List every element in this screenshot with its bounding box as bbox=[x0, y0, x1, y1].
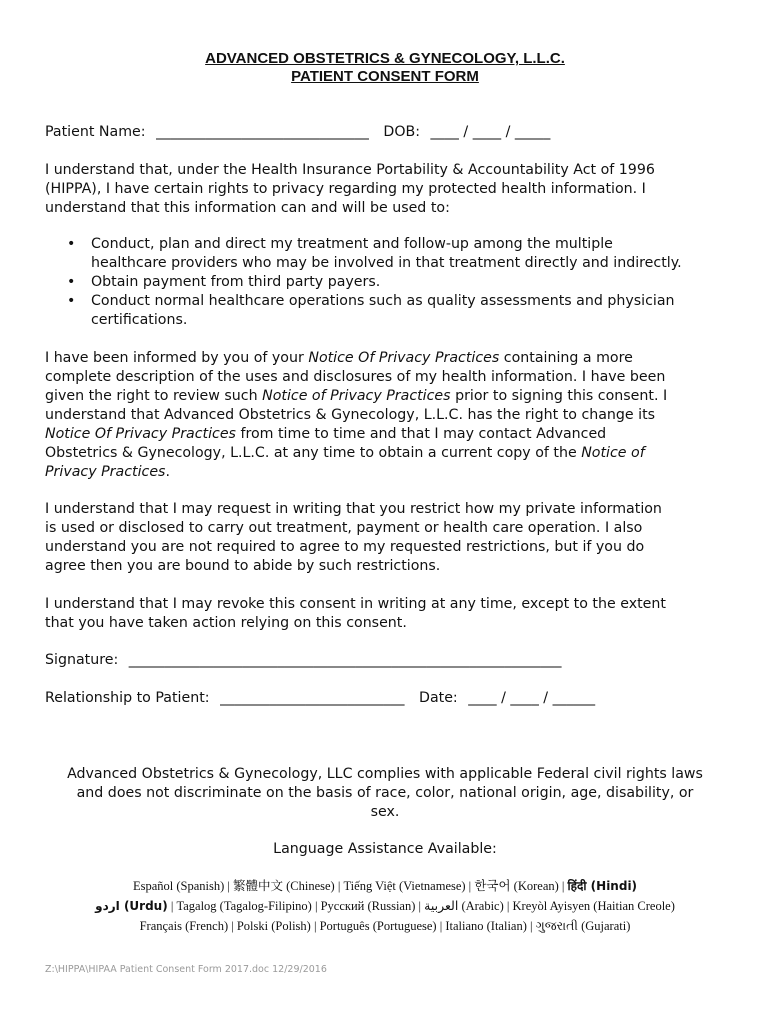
document-path-footer: Z:\HIPPA\HIPAA Patient Consent Form 2017.doc 12/29/2016 bbox=[45, 964, 327, 975]
signature-field[interactable]: _____________________________________________________________ bbox=[128, 652, 562, 668]
intro-line: (HIPPA), I have certain rights to privacy regarding my protected health information. I bbox=[45, 181, 646, 197]
dob-label: DOB: bbox=[383, 124, 420, 140]
nondiscrimination-notice: Advanced Obstetrics & Gynecology, LLC complies with applicable Federal civil rights laws and does not discriminate on the basis of race, color, national origin, age, disability, or sex. bbox=[67, 766, 703, 820]
language-row: اردو (Urdu) | Tagalog (Tagalog-Filipino) | Русский (Russian) | العربية (Arabic) | Kreyòl Ayisyen (Haitian Creole) bbox=[95, 899, 675, 913]
bullet-icon: • bbox=[67, 274, 76, 290]
intro-line: I understand that, under the Health Insurance Portability & Accountability Act of 1996 bbox=[45, 162, 655, 178]
usage-bullet-list bbox=[45, 235, 735, 330]
patient-name-field[interactable]: ______________________________ bbox=[156, 124, 369, 140]
list-item: • Conduct normal healthcare operations such as quality assessments and physician certifications. bbox=[67, 293, 675, 328]
date-label: Date: bbox=[419, 690, 458, 706]
relationship-label: Relationship to Patient: bbox=[45, 690, 210, 706]
relationship-field[interactable]: __________________________ bbox=[220, 690, 405, 706]
list-item: • Conduct, plan and direct my treatment and follow-up among the multiple healthcare providers who may be involved in that treatment directly and indirectly. bbox=[67, 236, 682, 271]
privacy-notice-paragraph: I have been informed by you of your Notice Of Privacy Practices containing a more complete description of the uses and disclosures of my health information. I have been given the right to review such Notice of Privacy Practices prior to signing this consent. I understand that Advanced Obstetrics & Gynecology, L.L.C. has the right to change its Notice Of Privacy Practices from time to time and that I may contact Advanced Obstetrics & Gynecology, L.L.C. at any time to obtain a current copy of the Notice of Privacy Practices. bbox=[45, 350, 668, 480]
dob-field[interactable]: ____ / ____ / _____ bbox=[430, 124, 551, 140]
intro-line: understand that this information can and will be used to: bbox=[45, 200, 450, 216]
list-item: • Obtain payment from third party payers. bbox=[67, 274, 381, 290]
language-assistance-heading: Language Assistance Available: bbox=[273, 841, 497, 857]
patient-name-label: Patient Name: bbox=[45, 124, 146, 140]
language-row: Español (Spanish) | 繁體中文 (Chinese) | Tiếng Việt (Vietnamese) | 한국어 (Korean) | हिंदी (Hindi) bbox=[132, 879, 638, 893]
signature-label: Signature: bbox=[45, 652, 119, 668]
intro-paragraph bbox=[45, 161, 735, 218]
practice-name-heading: ADVANCED OBSTETRICS & GYNECOLOGY, L.L.C. bbox=[205, 50, 565, 67]
revocation-paragraph: I understand that I may revoke this consent in writing at any time, except to the extent that you have taken action relying on this consent. bbox=[45, 596, 666, 631]
restriction-paragraph: I understand that I may request in writing that you restrict how my private information is used or disclosed to carry out treatment, payment or health care operation. I also understand you are not required to agree to my requested restrictions, but if you do agree then you are bound to abide by such restrictions. bbox=[45, 501, 662, 574]
bullet-icon: • bbox=[67, 236, 76, 252]
signature-line bbox=[45, 651, 561, 670]
language-list bbox=[0, 876, 770, 936]
form-title-heading: PATIENT CONSENT FORM bbox=[291, 68, 479, 85]
bullet-icon: • bbox=[67, 293, 76, 309]
patient-info-line bbox=[45, 123, 550, 142]
language-row: Français (French) | Polski (Polish) | Português (Portuguese) | Italiano (Italian) | ગુજરાતી (Gujarati) bbox=[139, 919, 631, 933]
date-field[interactable]: ____ / ____ / ______ bbox=[468, 690, 596, 706]
relationship-line bbox=[45, 689, 595, 708]
